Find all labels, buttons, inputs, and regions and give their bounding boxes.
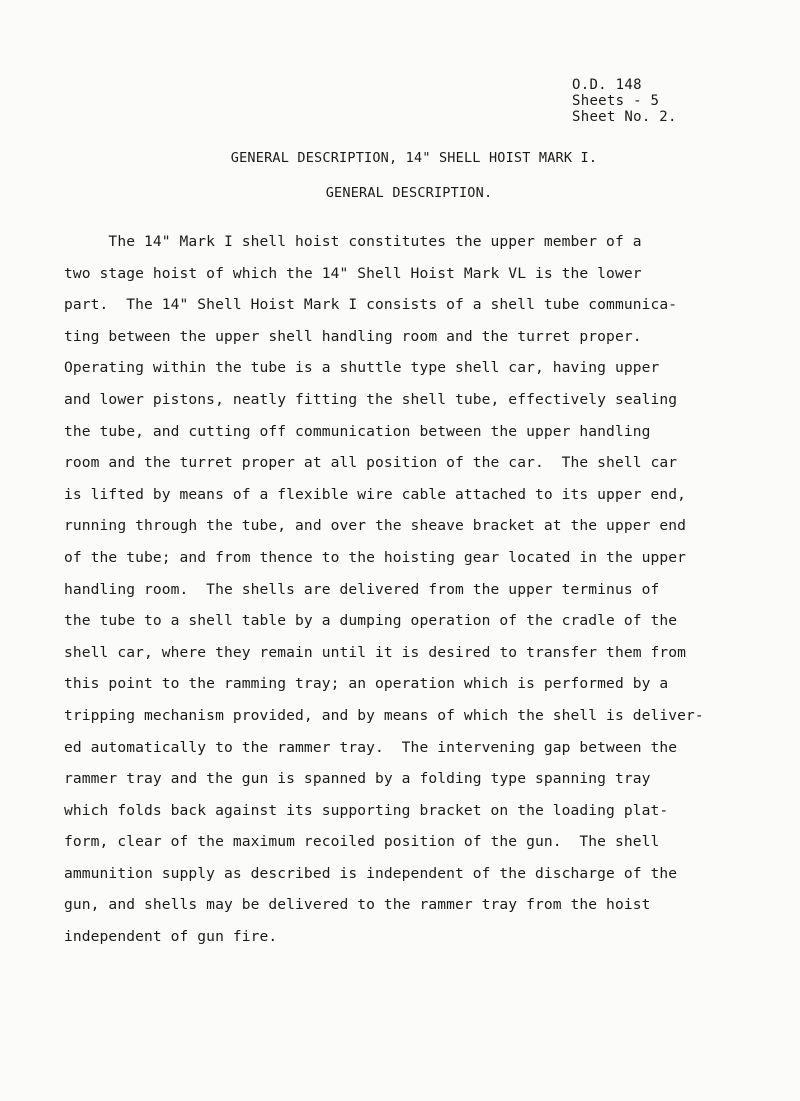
text-line: room and the turret proper at all position of the car. The shell car	[64, 454, 678, 472]
text-line: the tube to a shell table by a dumping operation of the cradle of the	[64, 612, 678, 630]
text-line: gun, and shells may be delivered to the rammer tray from the hoist	[64, 896, 651, 914]
body-paragraph	[64, 231, 724, 958]
text-line: Operating within the tube is a shuttle type shell car, having upper	[64, 359, 660, 377]
section-heading: GENERAL DESCRIPTION.	[325, 185, 493, 201]
text-line: and lower pistons, neatly fitting the shell tube, effectively sealing	[64, 390, 678, 408]
text-line: this point to the ramming tray; an operation which is performed by a	[64, 675, 669, 693]
text-line: the tube, and cutting off communication between the upper handling	[64, 422, 651, 440]
text-line: ammunition supply as described is independent of the discharge of the	[64, 864, 678, 882]
text-line: ting between the upper shell handling room and the turret proper.	[64, 327, 642, 345]
text-line: is lifted by means of a flexible wire cable attached to its upper end,	[64, 485, 687, 503]
text-line: independent of gun fire.	[64, 928, 278, 946]
sheet-count: Sheets - 5	[572, 93, 660, 109]
document-reference	[572, 77, 677, 125]
text-line: of the tube; and from thence to the hoisting gear located in the upper	[64, 548, 687, 566]
document-title: GENERAL DESCRIPTION, 14" SHELL HOIST MARK I.	[230, 150, 598, 166]
text-line: form, clear of the maximum recoiled position of the gun. The shell	[64, 833, 660, 851]
text-line: handling room. The shells are delivered from the upper terminus of	[64, 580, 660, 598]
text-line: running through the tube, and over the sheave bracket at the upper end	[64, 517, 687, 535]
sheet-number: Sheet No. 2.	[572, 109, 677, 125]
text-line: The 14" Mark I shell hoist constitutes the upper member of a	[64, 233, 642, 250]
text-line: tripping mechanism provided, and by means of which the shell is deliver-	[64, 706, 704, 724]
text-line: part. The 14" Shell Hoist Mark I consists of a shell tube communica-	[64, 296, 678, 314]
text-line: rammer tray and the gun is spanned by a folding type spanning tray	[64, 770, 651, 788]
text-line: ed automatically to the rammer tray. The intervening gap between the	[64, 738, 678, 756]
text-line: two stage hoist of which the 14" Shell Hoist Mark VL is the lower	[64, 264, 642, 282]
text-line: shell car, where they remain until it is desired to transfer them from	[64, 643, 687, 661]
reference-number: O.D. 148	[572, 77, 642, 93]
text-line: which folds back against its supporting bracket on the loading plat-	[64, 801, 669, 819]
